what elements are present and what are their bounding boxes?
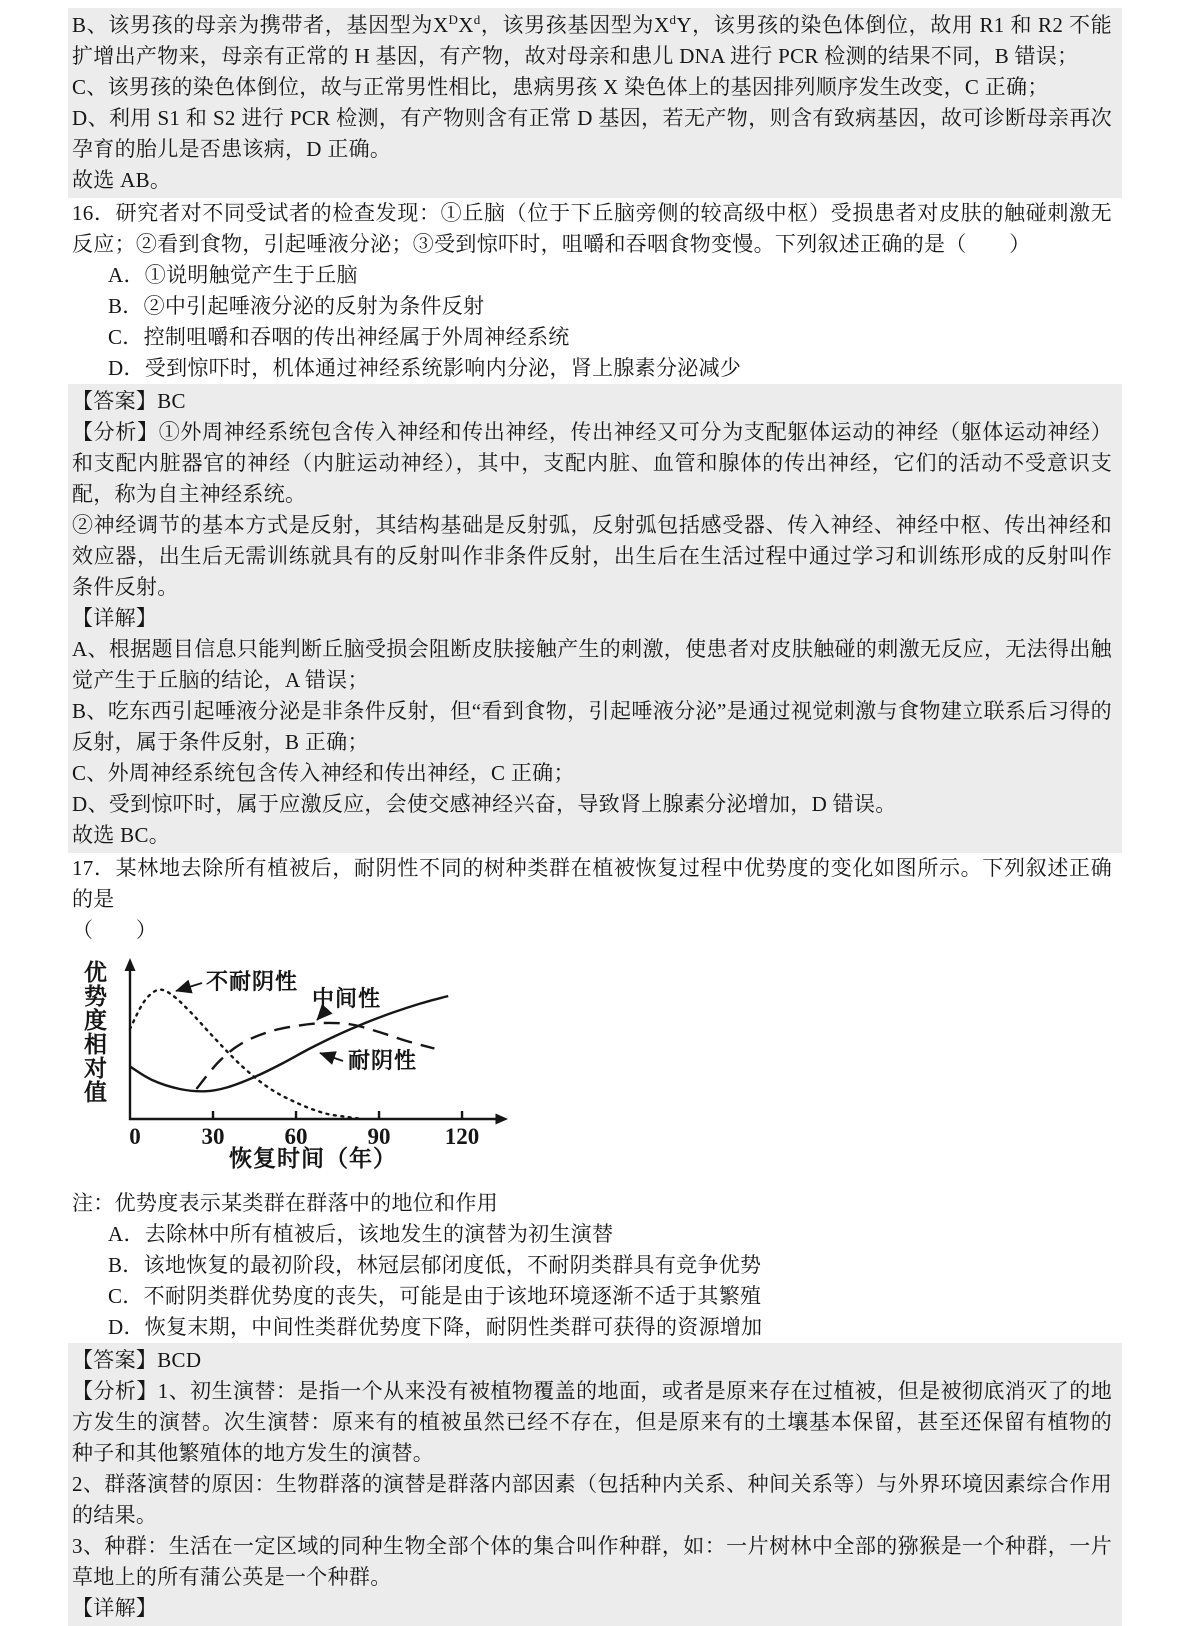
curve-label-intermediate: 中间性 [312, 986, 382, 1011]
question-16-option-d: D．受到惊吓时，机体通过神经系统影响内分泌，肾上腺素分泌减少 [108, 356, 742, 380]
x-axis-arrow-icon [496, 1114, 509, 1125]
q17-detail-heading: 【详解】 [72, 1596, 158, 1620]
q16-detail-heading: 【详解】 [72, 606, 158, 630]
curve-label-shade-intolerant: 不耐阴性 [206, 969, 299, 994]
succession-dominance-chart [76, 954, 596, 1184]
q16-answer-line: 【答案】BC [72, 389, 186, 413]
q16-answer-conclusion: 故选 BC。 [72, 823, 171, 847]
q16-detail-b: B、吃东西引起唾液分泌是非条件反射，但“看到食物，引起唾液分泌”是通过视觉刺激与食物建立联系后习得的反射，属于条件反射，B 正确； [72, 699, 1112, 754]
annotation-arrow-shade-tolerant [320, 1053, 343, 1061]
q16-detail-a: A、根据题目信息只能判断丘脑受损会阻断皮肤接触产生的刺激，使患者对皮肤触碰的刺激无反应，无法得出触觉产生于丘脑的结论，A 错误； [72, 637, 1112, 692]
question-17-option-b: B．该地恢复的最初阶段，林冠层郁闭度低，不耐阴类群具有竞争优势 [108, 1253, 762, 1277]
q16-answer-block [68, 384, 1122, 853]
y-axis-arrow-icon [125, 958, 136, 971]
q17-analysis-2: 2、群落演替的原因：生物群落的演替是群落内部因素（包括种内关系、种间关系等）与外界环境因素综合作用的结果。 [72, 1472, 1112, 1527]
question-16-option-a: A．①说明触觉产生于丘脑 [108, 263, 358, 287]
question-16-option-b: B．②中引起唾液分泌的反射为条件反射 [108, 294, 485, 318]
q17-analysis-3: 3、种群：生活在一定区域的同种生物全部个体的集合叫作种群，如：一片树林中全部的猕猴是一个种群，一片草地上的所有蒲公英是一个种群。 [72, 1534, 1112, 1589]
exam-document-page [68, 0, 1122, 1626]
x-axis-label: 恢复时间（年） [229, 1146, 397, 1171]
svg-text:0: 0 [129, 1124, 141, 1149]
svg-text:90: 90 [367, 1124, 391, 1149]
question-16-stem: 16．研究者对不同受试者的检查发现：①丘脑（位于下丘脑旁侧的较高级中枢）受损患者对皮肤的触碰刺激无反应；②看到食物，引起唾液分泌；③受到惊吓时，咀嚼和吞咽食物变慢。下列叙述正确的是（ ） [72, 201, 1112, 256]
curve-shade-tolerant [130, 996, 448, 1091]
x-axis-ticks [129, 1111, 479, 1149]
annotation-arrow-shade-intolerant [176, 983, 202, 991]
q15-answer-conclusion: 故选 AB。 [72, 168, 172, 192]
svg-text:120: 120 [444, 1124, 480, 1149]
question-16-option-c: C．控制咀嚼和吞咽的传出神经属于外周神经系统 [108, 325, 570, 349]
svg-text:60: 60 [284, 1124, 308, 1149]
q17-answer-line: 【答案】BCD [72, 1348, 202, 1372]
chart-canvas [108, 954, 578, 1184]
question-17-option-a: A．去除林中所有植被后，该地发生的演替为初生演替 [108, 1222, 614, 1246]
curve-label-shade-tolerant: 耐阴性 [348, 1048, 418, 1073]
question-17-stem: 17．某林地去除所有植被后，耐阴性不同的树种类群在植被恢复过程中优势度的变化如图所示。下列叙述正确的是 [72, 856, 1112, 911]
q17-answer-block [68, 1343, 1122, 1626]
q15-explanation-option-d: D、利用 S1 和 S2 进行 PCR 检测，有产物则含有正常 D 基因，若无产物，则含有致病基因，故可诊断母亲再次孕育的胎儿是否患该病，D 正确。 [72, 106, 1112, 161]
chart-y-axis-label: 优势度相对值 [81, 960, 106, 1104]
q16-analysis-2: ②神经调节的基本方式是反射，其结构基础是反射弧，反射弧包括感受器、传入神经、神经中枢、传出神经和效应器，出生后无需训练就具有的反射叫作非条件反射，出生后在生活过程中通过学习和训练形成的反射叫作条件反射。 [72, 513, 1112, 599]
q15-explanation-option-c: C、该男孩的染色体倒位，故与正常男性相比，患病男孩 X 染色体上的基因排列顺序发生改变，C 正确； [72, 75, 1049, 99]
question-17-block [68, 853, 1122, 1343]
q16-detail-c: C、外周神经系统包含传入神经和传出神经，C 正确； [72, 761, 575, 785]
q16-detail-d: D、受到惊吓时，属于应激反应，会使交感神经兴奋，导致肾上腺素分泌增加，D 错误。 [72, 792, 897, 816]
question-17-option-d: D．恢复末期，中间性类群优势度下降，耐阴性类群可获得的资源增加 [108, 1315, 763, 1339]
question-17-note: 注：优势度表示某类群在群落中的地位和作用 [72, 1191, 498, 1215]
q17-analysis-1: 【分析】1、初生演替：是指一个从来没有被植物覆盖的地面，或者是原来存在过植被，但是被彻底消灭了的地方发生的演替。次生演替：原来有的植被虽然已经不存在，但是原来有的土壤基本保留，甚至还保留有植物的种子和其他繁殖体的地方发生的演替。 [72, 1379, 1112, 1465]
question-17-option-c: C．不耐阴类群优势度的丧失，可能是由于该地环境逐渐不适于其繁殖 [108, 1284, 762, 1308]
svg-text:30: 30 [201, 1124, 225, 1149]
question-17-stem-blank: （ ） [72, 918, 158, 942]
q16-analysis-1: 【分析】①外周神经系统包含传入神经和传出神经，传出神经又可分为支配躯体运动的神经（躯体运动神经）和支配内脏器官的神经（内脏运动神经），其中，支配内脏、血管和腺体的传出神经，它们的活动不受意识支配，称为自主神经系统。 [72, 420, 1112, 506]
q15-explanation-block [68, 8, 1122, 198]
q15-explanation-option-b: B、该男孩的母亲为携带者，基因型为$X^DX^d$，该男孩基因型为$X^dY$，该男孩的染色体倒位，故用 R1 和 R2 不能扩增出产物来，母亲有正常的 H 基因，有产物，故对母亲和患儿 DNA 进行 PCR 检测的结果不同，B 错误； [72, 12, 1112, 68]
question-16-block [68, 198, 1122, 384]
